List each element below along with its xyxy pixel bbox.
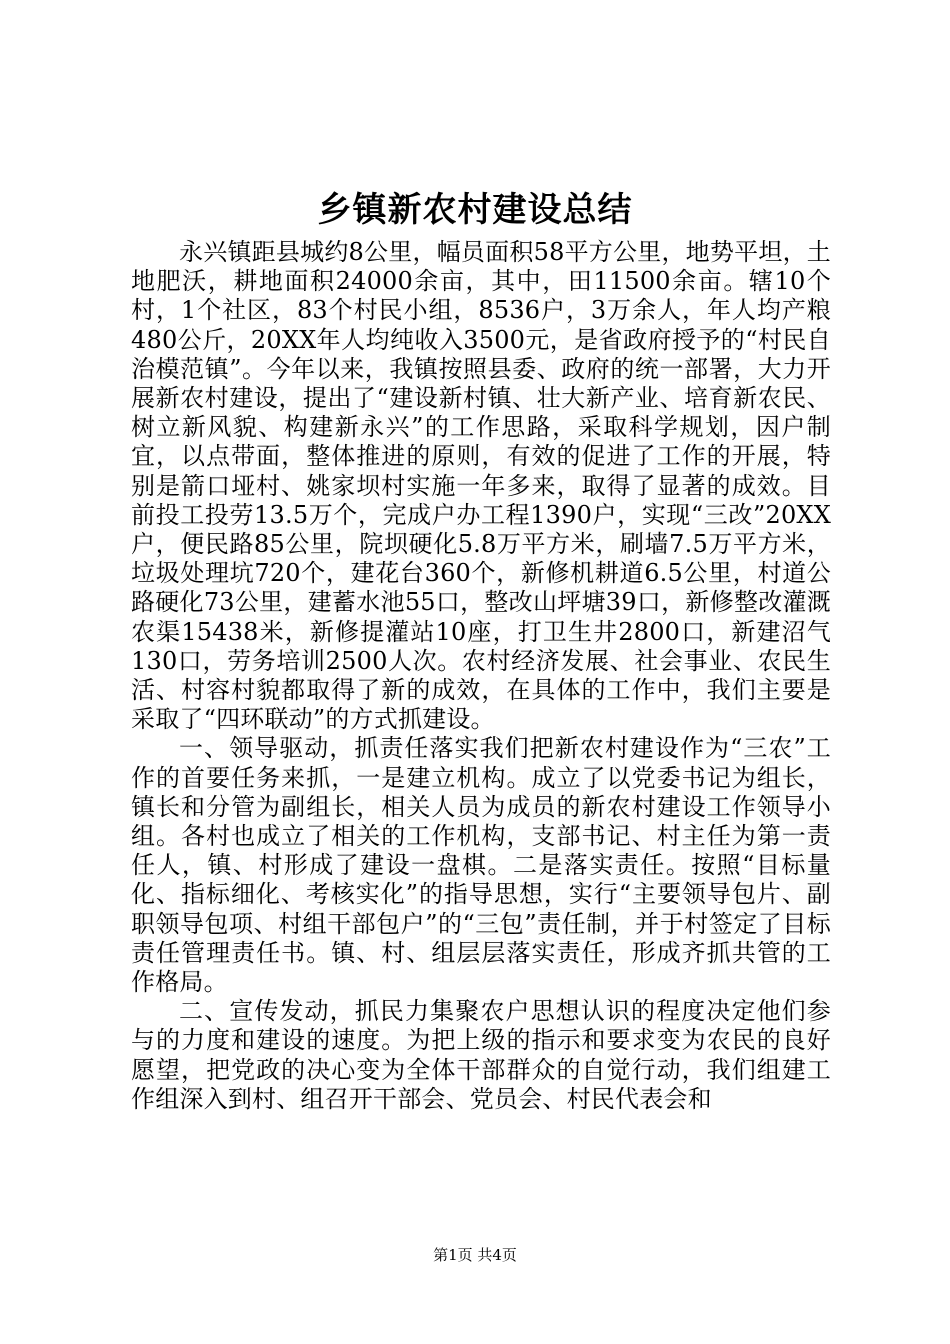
paragraph-intro: 永兴镇距县城约8公里，幅员面积58平方公里，地势平坦，土地肥沃，耕地面积24000余亩，其中，田11500余亩。辖10个村，1个社区，83个村民小组，8536户，3万余人，年人均产粮480公斤，20XX年人均纯收入3500元，是省政府授予的“村民自治模范镇”。今年以来，我镇按照县委、政府的统一部署，大力开展新农村建设，提出了“建设新村镇、壮大新产业、培育新农民、树立新风貌、构建新永兴”的工作思路，采取科学规划，因户制宜，以点带面，整体推进的原则，有效的促进了工作的开展，特别是箭口垭村、姚家坝村实施一年多来，取得了显著的成效。目前投工投劳13.5万个，完成户办工程1390户，实现“三改”20XX户，便民路85公里，院坝硬化5.8万平方米，刷墙7.5万平方米，垃圾处理坑720个，建花台360个，新修机耕道6.5公里，村道公路硬化73公里，建蓄水池55口，整改山坪塘39口，新修整改灌溉农渠15438米，新修提灌站10座，打卫生井2800口，新建沼气130口，劳务培训2500人次。农村经济发展、社会事业、农民生活、村容村貌都取得了新的成效，在具体的工作中，我们主要是采取了“四环联动”的方式抓建设。: [131, 238, 831, 734]
document-body: [131, 238, 831, 1114]
paragraph-publicity: 二、宣传发动，抓民力集聚农户思想认识的程度决定他们参与的力度和建设的速度。为把上级的指示和要求变为农民的良好愿望，把党政的决心变为全体干部群众的自觉行动，我们组建工作组深入到村、组召开干部会、党员会、村民代表会和: [131, 997, 831, 1113]
paragraph-leadership: 一、领导驱动，抓责任落实我们把新农村建设作为“三农”工作的首要任务来抓，一是建立机构。成立了以党委书记为组长，镇长和分管为副组长，相关人员为成员的新农村建设工作领导小组。各村也成立了相关的工作机构，支部书记、村主任为第一责任人，镇、村形成了建设一盘棋。二是落实责任。按照“目标量化、指标细化、考核实化”的指导思想，实行“主要领导包片、副职领导包项、村组干部包户”的“三包”责任制，并于村签定了目标责任管理责任书。镇、村、组层层落实责任，形成齐抓共管的工作格局。: [131, 734, 831, 997]
document-title: 乡镇新农村建设总结: [317, 190, 633, 230]
page-number-footer: 第1页 共4页: [433, 1246, 517, 1264]
